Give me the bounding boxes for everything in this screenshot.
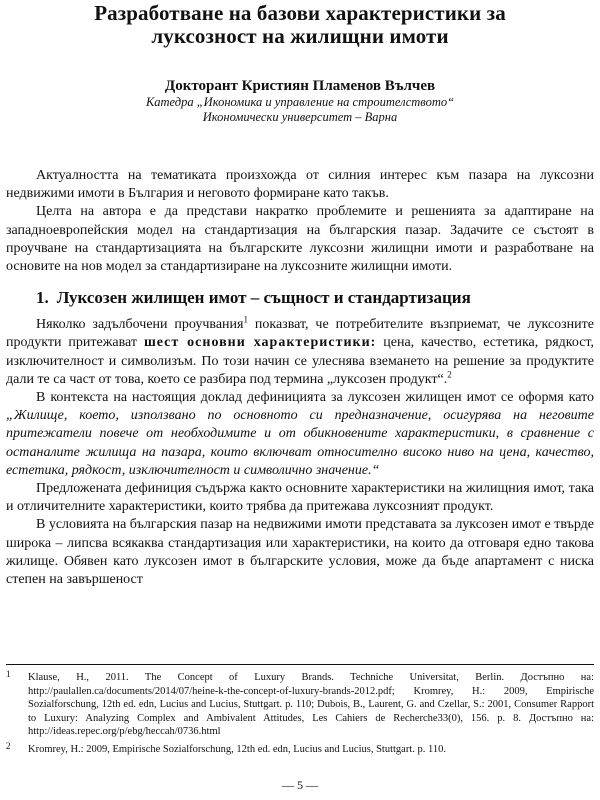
section-heading [6,288,594,308]
affiliation-university: Икономически университет – Варна [202,110,398,124]
paper-title [6,0,594,48]
section-paragraph-3: Предложената дефиниция съдържа както основните характеристики на жилищния имот, така и отличителните характеристики, които трябва да притежава луксозният продукт. [6,481,594,515]
section-paragraph-2 [6,389,594,480]
footnotes [6,664,594,761]
footnote-ref-2[interactable]: 2 [447,369,452,380]
text-run: Няколко задълбочени проучвания [36,317,244,333]
definition-quote: „Жилище, което, използвано по основното си предназначение, осигурява на неговите притежатели повече от необходимите и от обикновените характеристики, в сравнение с останалите жилища на пазара, които включват относително високо ниво на цена, качество, естетика, рядкост, изключителност и символично значение.“ [6,408,594,478]
author-name: Докторант Кристиян Пламенов Вълчев [164,78,436,94]
footnote-mark: 1 [6,669,11,679]
footnote-text: Kromrey, H.: 2009, Empirische Sozialforschung, 12th ed. edn, Lucius and Lucius, Stuttgart. p. 110. [28,743,446,755]
footnote-1 [6,671,594,739]
title-line-2: луксозност на жилищни имоти [151,24,449,48]
text-run: цена, качество, естетика, рядкост, изключителност и символизъм. По този начин се улеснява вземането на решение за продуктите дали те са част от това, което се разбира под термина „луксозен продукт“. [6,335,594,387]
text-run: В контекста на настоящия доклад дефиницията за луксозен жилищен имот се оформя като [36,390,594,406]
section-paragraph-4: В условията на българския пазар на недвижими имоти представата за луксозен имот е твърде широка – липсва всякаква стандартизация или характеристики, на които да отговаря едно такова жилище. Обявен като луксозен имот в българските условия, може да бъде апартамент с ниска степен на завършеност [6,517,594,588]
emphasis-characteristics: шест основни характеристики: [143,335,377,351]
title-line-1: Разработване на базови характеристики за [94,1,506,25]
footnote-mark: 2 [6,740,11,751]
introduction [6,167,594,276]
affiliation-department: Катедра „Икономика и управление на строителството“ [145,95,455,109]
footnote-ref-1[interactable]: 1 [243,314,248,325]
intro-paragraph-2: Целта на автора е да представи накратко проблемите и решенията за адаптиране на западноевропейския модел на стандартизация на българския пазар. Задачите се състоят в проучване на стандартизацията на българските луксозни жилищни имоти и разработване на основите на нов модел за стандартизиране на луксозните жилищни имоти. [6,204,594,275]
footnote-2 [6,740,594,757]
section-title: Луксозен жилищен имот – същност и стандартизация [56,288,471,308]
intro-paragraph-1: Актуалността на тематиката произхожда от силния интерес към пазара на луксозни недвижими имоти в България и неговото формиране като такъв. [6,168,594,202]
page-number: — 5 — [282,778,318,792]
text-run: показват, че потребителите възприемат, че луксозните продукти притежават [6,317,594,351]
section-paragraph-1 [6,316,594,389]
footnote-text: Klause, H., 2011. The Concept of Luxury Brands. Techniche Universitat, Berlin. Достъпно на: http://paulallen.ca/documents/2014/07/heine-k-the-concept-of-luxury-brands-2012.pdf; Kromrey, H.: 2009, Empirische Sozialforschung, 12th ed. edn, Lucius and Lucius, Stuttgart. p. 110; Dubois, B., Laurent, G. and Czellar, S.: 2001, Consumer Rapport to Luxury: Analyzing Complex and Ambivalent Attitudes, Les Cahiers de Recherche33(0), 156. p. 8. Достъпно на: http://ideas.repec.org/p/ebg/heccah/0736.html [28,672,594,738]
section-number: 1. [36,288,49,308]
